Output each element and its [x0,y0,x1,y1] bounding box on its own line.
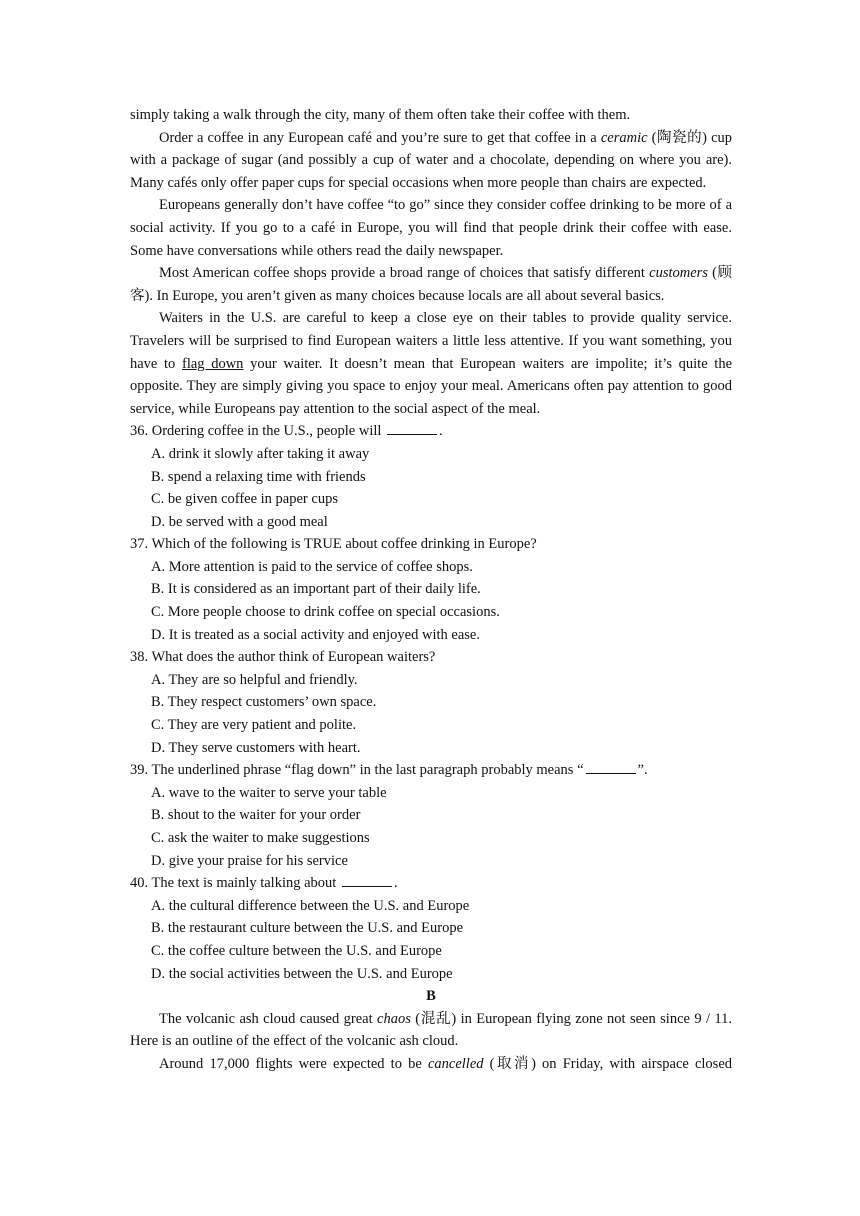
option-b: B. spend a relaxing time with friends [151,468,366,485]
option-c: C. More people choose to drink coffee on special occasions. [151,604,500,621]
option-a: A. wave to the waiter to serve your table [151,784,387,801]
passage-paragraph: The volcanic ash cloud caused great chaos (混乱) in European flying zone not seen since 9 / 11. Here is an outline of the effect of the volcanic ash cloud. [130,1010,732,1050]
answer-blank [342,874,392,887]
italic-term: chaos [377,1010,411,1027]
option-a: A. the cultural difference between the U.S. and Europe [151,897,470,914]
question-stem: 36. Ordering coffee in the U.S., people will . [130,423,443,440]
option-a: A. More attention is paid to the service of coffee shops. [151,558,473,575]
passage-paragraph: simply taking a walk through the city, many of them often take their coffee with them. [130,107,631,123]
option-b: B. They respect customers’ own space. [151,694,377,711]
underlined-phrase: flag down [181,355,244,372]
option-d: D. It is treated as a social activity and enjoyed with ease. [151,626,480,643]
answer-blank [387,422,437,435]
passage-paragraph: Waiters in the U.S. are careful to keep a close eye on their tables to provide quality service. Travelers will be surprised to find European waiters a little less attentive. If you want something, you have to flag down your waiter. It doesn’t mean that European waiters are impolite; it’s quite the opposite. They are simply giving you space to enjoy your meal. Americans often pay attention to good service, while Europeans pay attention to the social aspect of the meal. [130,310,733,417]
option-c: C. They are very patient and polite. [151,717,357,734]
question-37 [130,533,732,646]
passage-paragraph: Most American coffee shops provide a broad range of choices that satisfy different customers (顾客). In Europe, you aren’t given as many choices because locals are all about several basics. [130,265,732,304]
option-b: B. shout to the waiter for your order [151,807,361,824]
option-d: D. be served with a good meal [151,513,328,530]
option-c: C. the coffee culture between the U.S. and Europe [151,942,442,959]
question-stem: 39. The underlined phrase “flag down” in the last paragraph probably means “ ”. [130,762,648,779]
question-38 [130,646,732,759]
question-39 [130,759,732,872]
passage-paragraph: Order a coffee in any European café and you’re sure to get that coffee in a ceramic (陶瓷的) cup with a package of sugar (and possibly a cup of water and a chocolate, depending on where you are). Many cafés only offer paper cups for special occasions when more people than chairs are expected. [130,129,733,191]
option-b: B. It is considered as an important part of their daily life. [151,581,481,598]
passage-paragraph: Europeans generally don’t have coffee “to go” since they consider coffee drinking to be more of a social activity. If you go to a café in Europe, you will find that people drink their coffee with ease. Some have conversations while others read the daily newspaper. [130,197,732,259]
passage-paragraph: Around 17,000 flights were expected to be cancelled (取消) on Friday, with airspace closed [159,1055,733,1072]
question-36 [130,420,732,533]
option-a: A. drink it slowly after taking it away [151,445,370,462]
option-d: D. give your praise for his service [151,852,348,869]
italic-term: customers [649,265,708,282]
option-d: D. They serve customers with heart. [151,739,361,756]
option-d: D. the social activities between the U.S. and Europe [151,965,453,982]
italic-term: cancelled [427,1055,484,1072]
question-stem: 38. What does the author think of European waiters? [130,649,436,666]
option-a: A. They are so helpful and friendly. [151,671,358,688]
section-heading: B [426,988,436,1005]
question-stem: 40. The text is mainly talking about . [130,875,398,892]
option-c: C. ask the waiter to make suggestions [151,830,370,846]
option-b: B. the restaurant culture between the U.S. and Europe [151,920,464,937]
answer-blank [586,761,636,774]
question-stem: 37. Which of the following is TRUE about coffee drinking in Europe? [130,536,537,553]
italic-term: ceramic [600,129,648,146]
document-page [130,104,732,1076]
question-40 [130,872,732,985]
option-c: C. be given coffee in paper cups [151,491,338,508]
